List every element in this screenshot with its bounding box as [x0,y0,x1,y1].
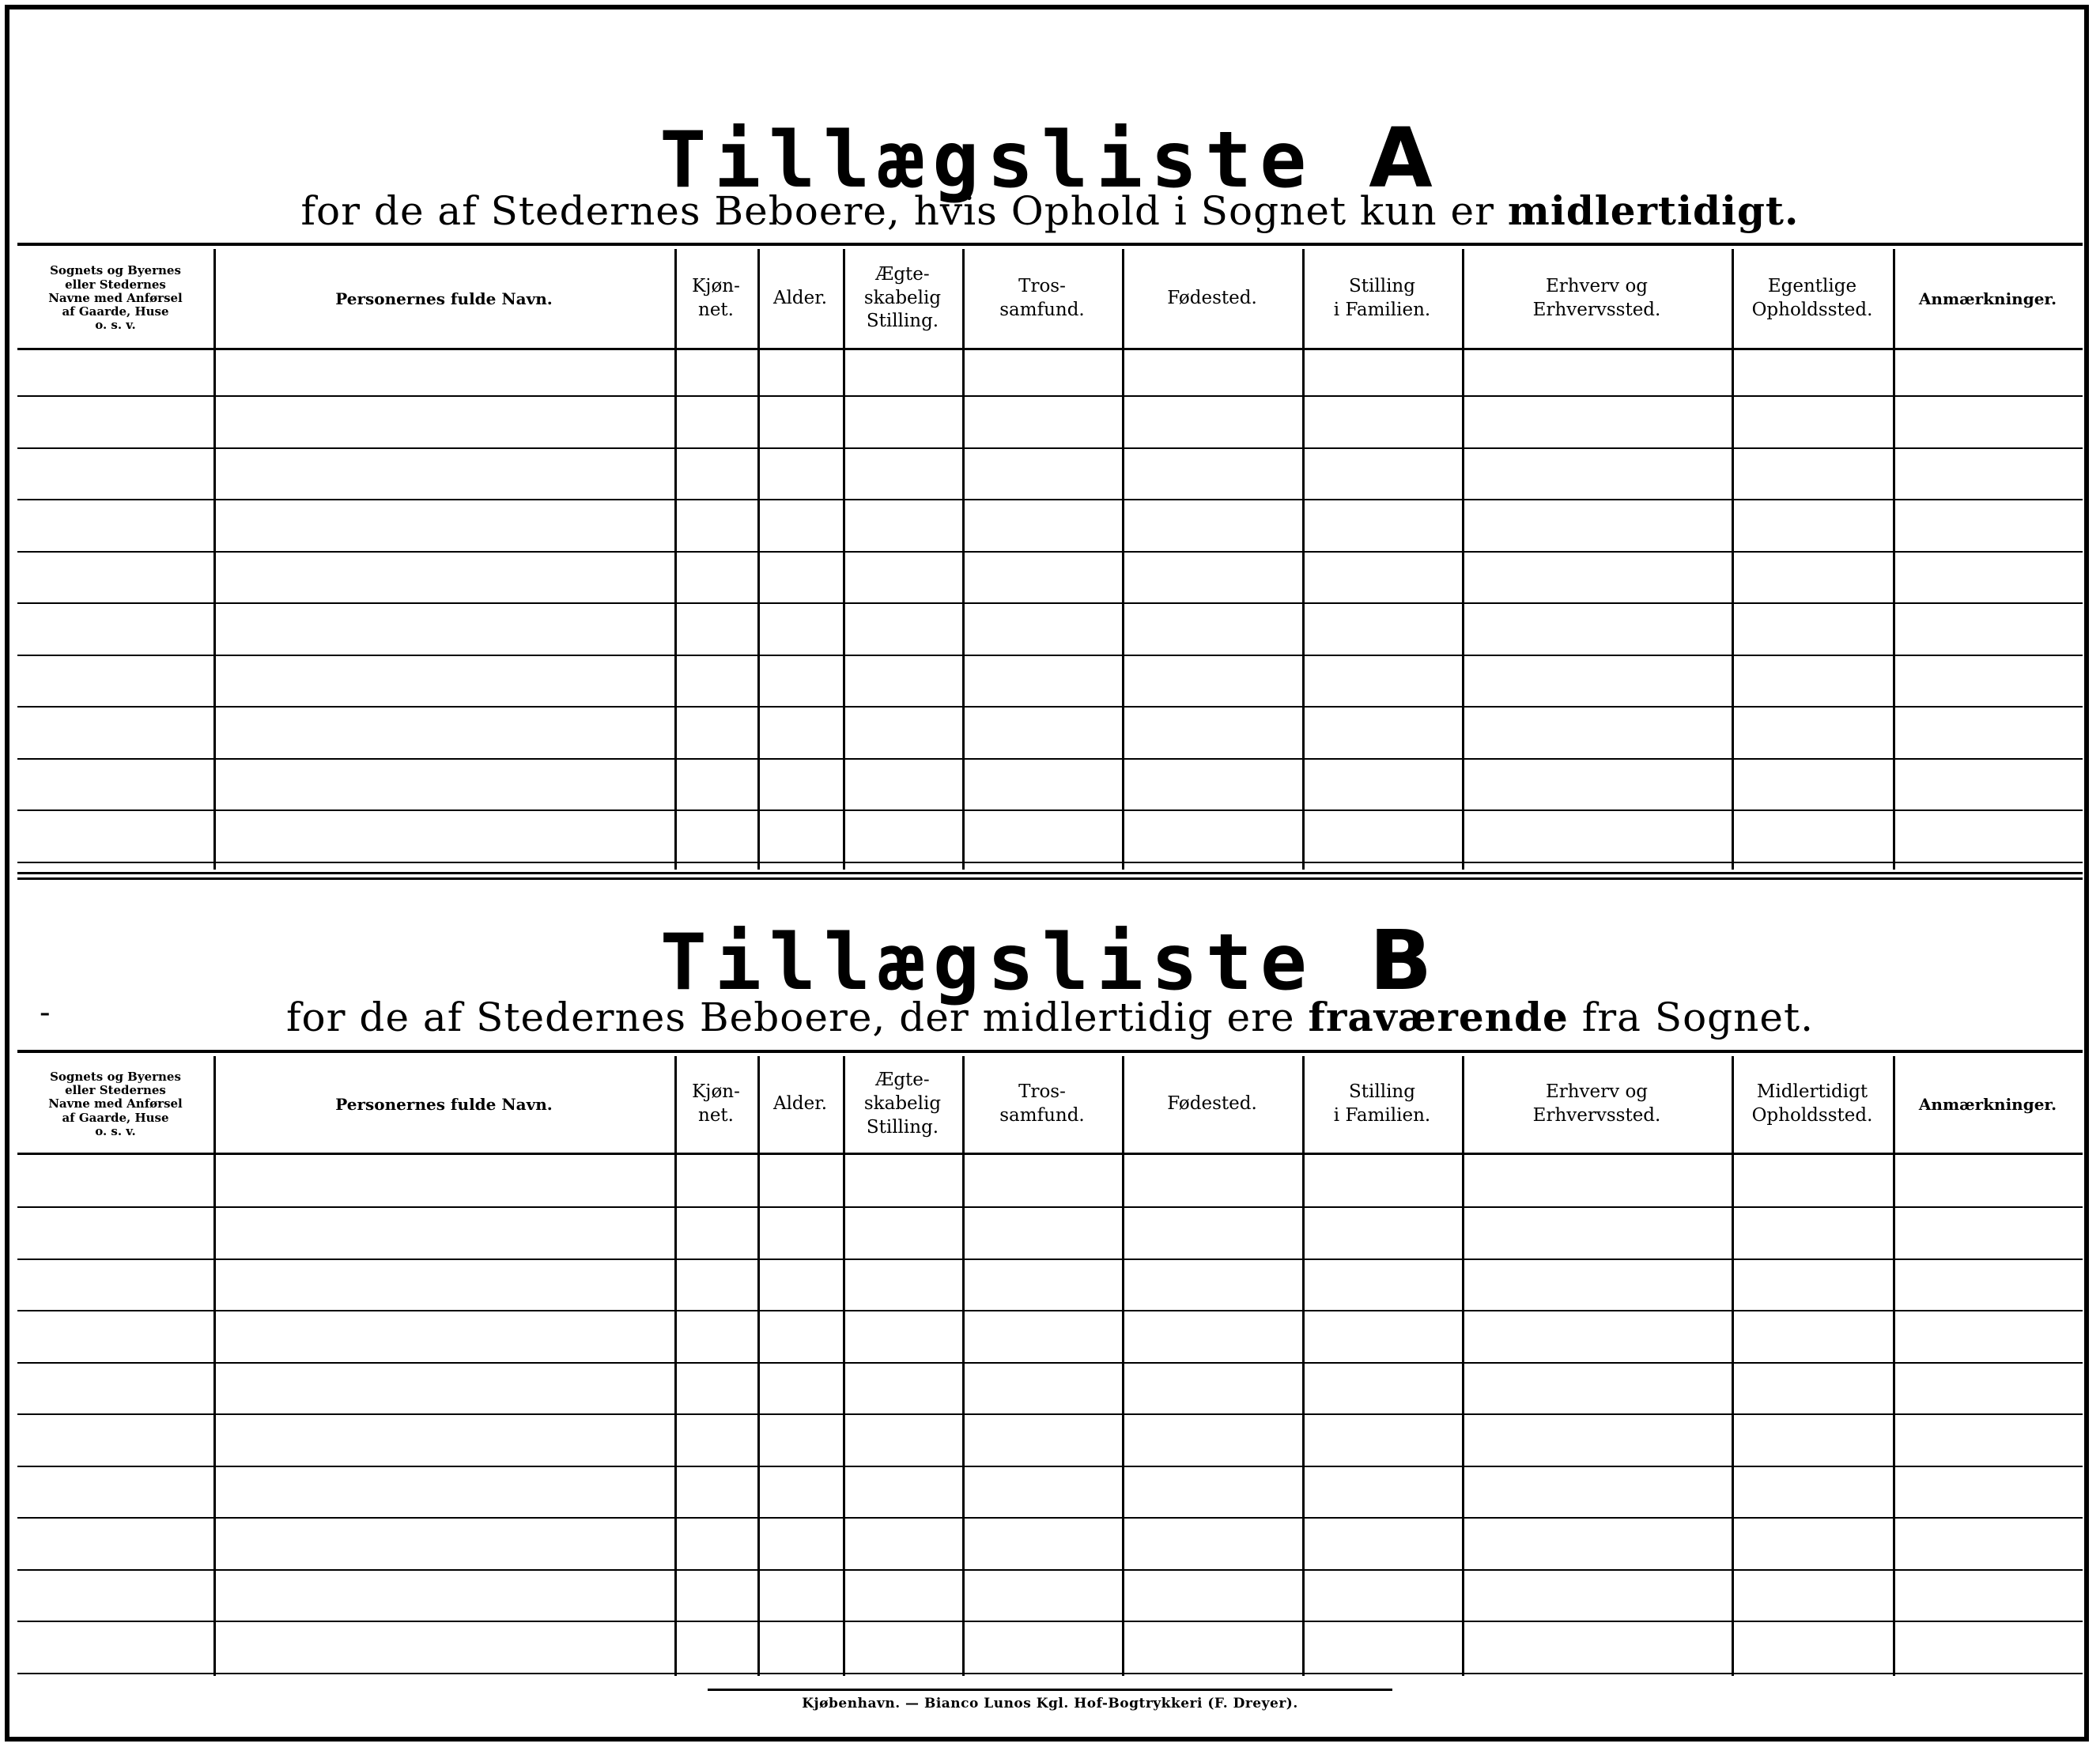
table-row [17,1569,2083,1571]
column-divider [1302,249,1305,870]
column-header: Kjøn- net. [692,275,740,320]
list-a-top-rule [17,243,2083,246]
table-row [17,447,2083,449]
table-row [17,706,2083,708]
column-header: Personernes fulde Navn. [335,289,553,308]
table-row [17,655,2083,656]
column-divider [1302,1056,1305,1676]
column-header: Sognets og Byernes eller Stedernes Navne med Anførsel af Gaarde, Huse o. s. v. [48,263,183,333]
table-row [17,1517,2083,1519]
column-header: Egentlige Opholdssted. [1751,275,1873,320]
column-divider [1122,249,1124,870]
table-row [17,395,2083,397]
column-header: Anmærkninger. [1918,1095,2057,1114]
list-a-letter: A [1369,110,1441,206]
column-header: Erhverv og Erhvervssted. [1532,275,1661,320]
column-header: Sognets og Byernes eller Stedernes Navne med Anførsel af Gaarde, Huse o. s. v. [48,1069,183,1138]
column-header: Tros- samfund. [999,275,1085,320]
column-divider [674,249,677,870]
list-b-subtitle: for de af Stedernes Beboere, der midlertidig ere fraværende fra Sognet. [286,994,1814,1040]
column-divider [962,249,965,870]
table-row [17,1621,2083,1622]
column-header: Fødested. [1167,1093,1257,1115]
column-divider [1893,249,1895,870]
column-divider [1893,1056,1895,1676]
list-a-title: Tillægsliste A [659,110,1441,206]
table-row [17,1206,2083,1208]
column-divider [757,249,760,870]
column-header: Kjøn- net. [692,1081,740,1126]
column-header: Tros- samfund. [999,1081,1085,1126]
column-header: Alder. [772,1093,828,1115]
list-b-top-rule [17,1050,2083,1053]
column-divider [1462,249,1464,870]
column-divider [1462,1056,1464,1676]
column-header: Stilling i Familien. [1333,275,1431,320]
table-row [17,602,2083,604]
column-divider [674,1056,677,1676]
table-row [17,862,2083,863]
column-header: Ægte- skabelig Stilling. [863,263,942,332]
column-header: Fødested. [1167,287,1257,308]
table-row [17,1466,2083,1467]
column-header: Ægte- skabelig Stilling. [863,1070,942,1138]
column-divider [213,1056,216,1676]
list-a-bottom-rule [17,872,2083,874]
list-b-letter: B [1369,912,1441,1009]
column-divider [962,1056,965,1676]
table-row [17,499,2083,500]
table-row [17,758,2083,760]
column-divider [1732,1056,1734,1676]
table-row [17,551,2083,553]
printer-imprint: Kjøbenhavn. — Bianco Lunos Kgl. Hof-Bogtrykkeri (F. Dreyer). [802,1696,1298,1711]
column-header: Erhverv og Erhvervssted. [1532,1081,1661,1126]
column-header: Stilling i Familien. [1333,1081,1431,1126]
table-row [17,1259,2083,1260]
table-row [17,1310,2083,1311]
header-divider [17,1153,2083,1155]
table-row [17,809,2083,811]
column-divider [213,249,216,870]
column-header: Midlertidigt Opholdssted. [1751,1081,1873,1126]
column-header: Anmærkninger. [1918,289,2057,308]
column-header: Personernes fulde Navn. [335,1095,553,1114]
list-a-bottom-rule-2 [17,877,2083,880]
column-divider [1122,1056,1124,1676]
table-row [17,1413,2083,1415]
list-b-subtitle-dash: - [40,994,51,1031]
table-row [17,1362,2083,1364]
list-a-subtitle: for de af Stedernes Beboere, hvis Ophold i Sognet kun er midlertidigt. [300,187,1800,234]
column-divider [1732,249,1734,870]
footer-rule [708,1689,1392,1691]
header-divider [17,348,2083,350]
column-divider [843,249,845,870]
column-header: Alder. [772,287,828,308]
column-divider [843,1056,845,1676]
list-b-title: Tillægsliste B [659,912,1441,1009]
table-row [17,1673,2083,1674]
column-divider [757,1056,760,1676]
